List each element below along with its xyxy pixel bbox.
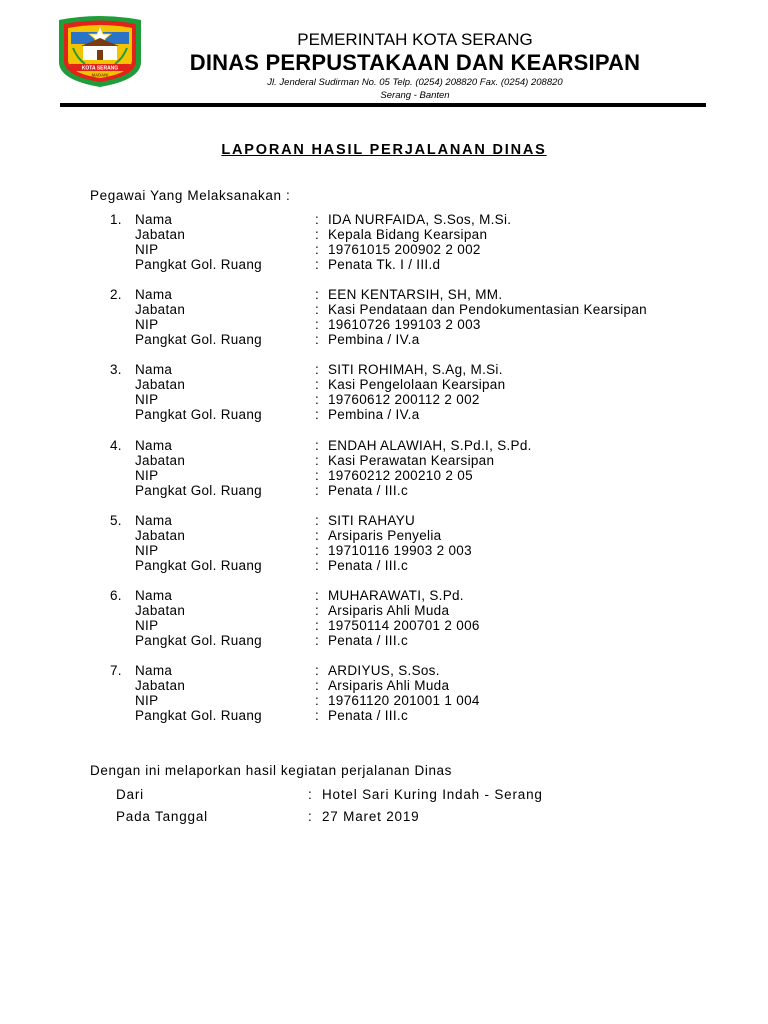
svg-text:KOTA SERANG: KOTA SERANG <box>81 65 119 72</box>
kota-serang-emblem-icon <box>55 14 145 88</box>
position-label: Jabatan <box>135 302 186 318</box>
name-label: Nama <box>135 437 173 453</box>
origin-value: Hotel Sari Kuring Indah - Serang <box>322 787 543 802</box>
position-label: Jabatan <box>135 602 186 618</box>
position-label: Jabatan <box>135 527 186 543</box>
entry-number: 4. <box>110 437 122 453</box>
employee-entry: 4. Nama : ENDAH ALAWIAH, S.Pd.I, S.Pd. Jabatan : Kasi Perawatan Kearsipan NIP : 19760212 200210 2 05 Pangkat Gol. Ruang : Penata / III.c <box>110 438 730 498</box>
employee-rank: Penata / III.c <box>328 557 408 573</box>
employee-nip: 19750114 200701 2 006 <box>328 617 480 633</box>
entry-number: 2. <box>110 287 122 303</box>
employee-name: SITI RAHAYU <box>328 512 416 528</box>
employee-nip: 19761120 201001 1 004 <box>328 693 480 709</box>
rank-label: Pangkat Gol. Ruang <box>135 557 262 573</box>
name-label: Nama <box>135 212 173 227</box>
employee-entry: 2. Nama : EEN KENTARSIH, SH, MM. Jabatan : Kasi Pendataan dan Pendokumentasian Kearsipan NIP : 19610726 199103 2 003 Pangkat Gol. Ruang : Pembina / IV.a <box>110 287 730 347</box>
date-value: 27 Maret 2019 <box>322 809 420 824</box>
name-label: Nama <box>135 663 173 679</box>
rank-label: Pangkat Gol. Ruang <box>135 632 262 648</box>
employee-name: ARDIYUS, S.Sos. <box>328 663 440 679</box>
letterhead <box>160 30 670 102</box>
name-label: Nama <box>135 512 173 528</box>
position-label: Jabatan <box>135 452 186 468</box>
entry-number: 7. <box>110 663 122 679</box>
nip-label: NIP <box>135 542 159 558</box>
employee-entry: 3. Nama : SITI ROHIMAH, S.Ag, M.Si. Jabatan : Kasi Pengelolaan Kearsipan NIP : 19760612 200112 2 002 Pangkat Gol. Ruang : Pembina / IV.a <box>110 362 730 422</box>
position-label: Jabatan <box>135 377 186 393</box>
employee-name: IDA NURFAIDA, S.Sos, M.Si. <box>328 212 512 227</box>
origin-label: Dari <box>116 787 144 802</box>
employee-rank: Penata / III.c <box>328 482 408 498</box>
nip-label: NIP <box>135 242 159 257</box>
employee-position: Arsiparis Ahli Muda <box>328 602 450 618</box>
rank-label: Pangkat Gol. Ruang <box>135 407 262 423</box>
name-label: Nama <box>135 287 173 303</box>
rank-label: Pangkat Gol. Ruang <box>135 332 262 348</box>
employee-entry: 1. Nama : IDA NURFAIDA, S.Sos, M.Si. Jabatan : Kepala Bidang Kearsipan NIP : 19761015 200902 2 002 Pangkat Gol. Ruang : Penata Tk. I / III.d <box>110 212 730 272</box>
nip-label: NIP <box>135 317 159 333</box>
employee-position: Kasi Perawatan Kearsipan <box>328 452 495 468</box>
position-label: Jabatan <box>135 227 186 242</box>
employee-position: Kasi Pengelolaan Kearsipan <box>328 377 506 393</box>
agency-name: DINAS PERPUSTAKAAN DAN KEARSIPAN <box>189 50 641 75</box>
employee-name: MUHARAWATI, S.Pd. <box>328 587 464 603</box>
employee-list <box>110 212 730 738</box>
employee-rank: Penata / III.c <box>328 632 408 648</box>
employee-nip: 19760212 200210 2 05 <box>328 467 473 483</box>
employee-position: Kasi Pendataan dan Pendokumentasian Kearsipan <box>328 302 647 318</box>
employee-nip: 19710116 19903 2 003 <box>328 542 472 558</box>
employee-entry: 7. Nama : ARDIYUS, S.Sos. Jabatan : Arsiparis Ahli Muda NIP : 19761120 201001 1 004 Pangkat Gol. Ruang : Penata / III.c <box>110 663 730 723</box>
report-date-row: Pada Tanggal : 27 Maret 2019 <box>116 809 420 824</box>
name-label: Nama <box>135 587 173 603</box>
entry-number: 6. <box>110 587 122 603</box>
name-label: Nama <box>135 362 173 378</box>
employee-nip: 19610726 199103 2 003 <box>328 317 481 333</box>
nip-label: NIP <box>135 392 159 408</box>
position-label: Jabatan <box>135 678 186 694</box>
employees-intro: Pegawai Yang Melaksanakan : <box>90 188 291 203</box>
government-name: PEMERINTAH KOTA SERANG <box>297 30 533 49</box>
rank-label: Pangkat Gol. Ruang <box>135 257 262 272</box>
agency-address: Jl. Jenderal Sudirman No. 05 Telp. (0254) 208820 Fax. (0254) 208820 <box>267 77 563 88</box>
nip-label: NIP <box>135 467 159 483</box>
svg-text:MADANI: MADANI <box>91 72 109 78</box>
report-origin-row: Dari : Hotel Sari Kuring Indah - Serang <box>116 787 543 802</box>
rank-label: Pangkat Gol. Ruang <box>135 708 262 724</box>
employee-name: ENDAH ALAWIAH, S.Pd.I, S.Pd. <box>328 437 532 453</box>
entry-number: 5. <box>110 512 122 528</box>
employee-position: Kepala Bidang Kearsipan <box>328 227 488 242</box>
employee-name: EEN KENTARSIH, SH, MM. <box>328 287 503 303</box>
employee-entry: 6. Nama : MUHARAWATI, S.Pd. Jabatan : Arsiparis Ahli Muda NIP : 19750114 200701 2 006 Pangkat Gol. Ruang : Penata / III.c <box>110 588 730 648</box>
employee-position: Arsiparis Ahli Muda <box>328 678 450 694</box>
employee-rank: Penata Tk. I / III.d <box>328 257 441 272</box>
employee-entry: 5. Nama : SITI RAHAYU Jabatan : Arsiparis Penyelia NIP : 19710116 19903 2 003 Pangkat Gol. Ruang : Penata / III.c <box>110 513 730 573</box>
employee-name: SITI ROHIMAH, S.Ag, M.Si. <box>328 362 503 378</box>
document-title: LAPORAN HASIL PERJALANAN DINAS <box>221 142 547 158</box>
employee-position: Arsiparis Penyelia <box>328 527 442 543</box>
employee-nip: 19760612 200112 2 002 <box>328 392 480 408</box>
date-label: Pada Tanggal <box>116 809 208 824</box>
rank-label: Pangkat Gol. Ruang <box>135 482 262 498</box>
report-intro: Dengan ini melaporkan hasil kegiatan perjalanan Dinas <box>90 763 453 778</box>
employee-rank: Pembina / IV.a <box>328 407 420 423</box>
nip-label: NIP <box>135 617 159 633</box>
employee-nip: 19761015 200902 2 002 <box>328 242 481 257</box>
employee-rank: Penata / III.c <box>328 708 408 724</box>
nip-label: NIP <box>135 693 159 709</box>
letterhead-divider <box>60 103 706 107</box>
agency-city: Serang - Banten <box>380 90 450 101</box>
entry-number: 1. <box>110 212 122 227</box>
employee-rank: Pembina / IV.a <box>328 332 420 348</box>
entry-number: 3. <box>110 362 122 378</box>
